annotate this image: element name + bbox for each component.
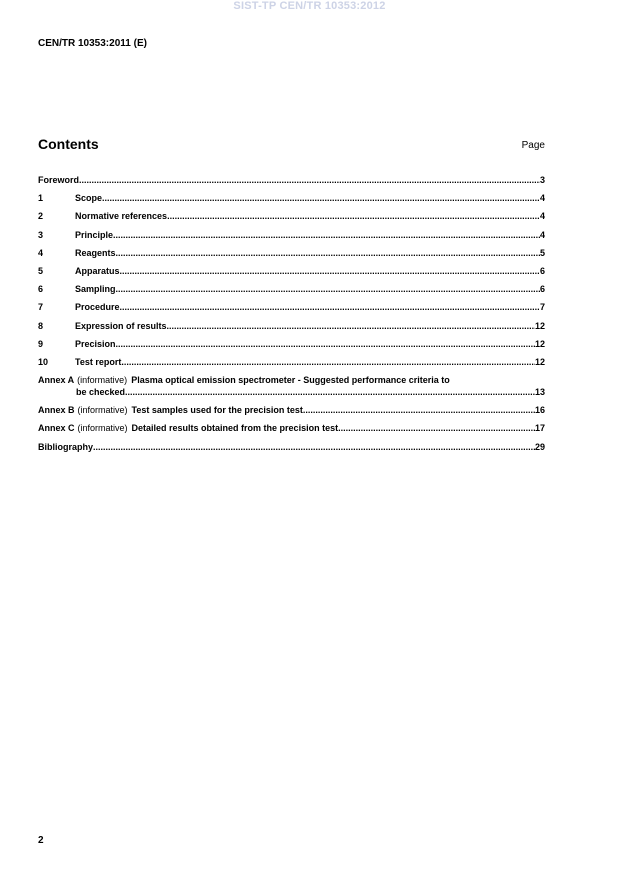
watermark: SIST-TP CEN/TR 10353:2012 xyxy=(233,0,386,12)
toc-number: 1 xyxy=(38,193,44,204)
dot-leader xyxy=(303,404,535,416)
toc-number: 3 xyxy=(38,229,44,240)
toc-number: 6 xyxy=(38,284,44,295)
toc-title: Reagents xyxy=(75,247,116,258)
toc-page: 12 xyxy=(534,338,545,349)
annex-label: Annex A xyxy=(38,375,75,386)
toc-number: 7 xyxy=(38,302,44,313)
toc-page: 7 xyxy=(539,302,545,313)
annex-type: (informative) xyxy=(77,423,128,434)
toc-title: Detailed results obtained from the precision test xyxy=(131,423,339,434)
toc-entry-clause-8[interactable] xyxy=(38,320,545,332)
toc-title: Sampling xyxy=(75,284,116,295)
toc-page: 6 xyxy=(539,284,545,295)
dot-leader xyxy=(113,229,540,241)
dot-leader xyxy=(167,210,540,222)
toc-number: 5 xyxy=(38,265,44,276)
contents-heading: Contents xyxy=(38,136,99,152)
toc-title-continuation: be checked xyxy=(76,387,126,398)
dot-leader xyxy=(102,192,540,204)
toc-title: Apparatus xyxy=(75,265,120,276)
toc-entry-clause-2[interactable] xyxy=(38,210,545,222)
toc-title: Foreword xyxy=(38,175,80,185)
toc-title: Test report xyxy=(75,356,122,367)
toc-title: Scope xyxy=(75,193,103,204)
dot-leader xyxy=(79,174,540,186)
dot-leader xyxy=(120,301,540,313)
toc-title: Bibliography xyxy=(38,441,94,452)
toc-entry-annex-a[interactable] xyxy=(38,374,545,398)
toc-page: 6 xyxy=(539,265,545,276)
document-identifier: CEN/TR 10353:2011 (E) xyxy=(38,38,147,49)
toc-page: 12 xyxy=(534,320,545,331)
toc-page: 4 xyxy=(539,229,545,240)
toc-entry-clause-10[interactable] xyxy=(38,356,545,368)
toc-entry-clause-4[interactable] xyxy=(38,247,545,259)
toc-entry-foreword[interactable] xyxy=(38,174,545,186)
toc-entry-clause-6[interactable] xyxy=(38,283,545,295)
toc-title: Expression of results xyxy=(75,320,167,331)
toc-page: 4 xyxy=(539,211,545,222)
dot-leader xyxy=(116,338,535,350)
toc-entry-bibliography[interactable] xyxy=(38,441,545,453)
dot-leader xyxy=(120,265,540,277)
toc-number: 8 xyxy=(38,320,44,331)
toc-entry-clause-1[interactable] xyxy=(38,192,545,204)
dot-leader xyxy=(167,320,535,332)
dot-leader xyxy=(116,283,540,295)
toc-page: 4 xyxy=(539,193,545,204)
toc-page: 5 xyxy=(539,247,545,258)
dot-leader xyxy=(116,247,540,259)
toc-entry-annex-c[interactable] xyxy=(38,422,545,434)
toc-page: 17 xyxy=(534,423,545,434)
toc-page: 29 xyxy=(534,441,545,452)
toc-title: Procedure xyxy=(75,302,120,313)
annex-label: Annex B xyxy=(38,405,75,416)
toc-number: 10 xyxy=(38,356,49,367)
toc-title: Principle xyxy=(75,229,114,240)
toc-title: Plasma optical emission spectrometer - Suggested performance criteria to xyxy=(131,375,450,386)
toc-page: 16 xyxy=(534,405,545,416)
dot-leader xyxy=(125,386,535,398)
page-number: 2 xyxy=(38,835,44,846)
dot-leader xyxy=(338,422,535,434)
annex-label: Annex C xyxy=(38,423,75,434)
toc-page: 13 xyxy=(534,387,545,398)
dot-leader xyxy=(121,356,535,368)
toc-entry-clause-3[interactable] xyxy=(38,229,545,241)
toc-title: Test samples used for the precision test xyxy=(131,405,303,416)
toc-number: 9 xyxy=(38,338,44,349)
toc-number: 4 xyxy=(38,247,44,258)
toc-page: 12 xyxy=(534,356,545,367)
annex-type: (informative) xyxy=(77,375,128,386)
toc-entry-annex-b[interactable] xyxy=(38,404,545,416)
toc-title: Normative references xyxy=(75,211,168,222)
toc-number: 2 xyxy=(38,211,44,222)
toc-entry-clause-9[interactable] xyxy=(38,338,545,350)
toc-title: Precision xyxy=(75,338,116,349)
toc-entry-clause-7[interactable] xyxy=(38,301,545,313)
page-column-label: Page xyxy=(521,140,545,151)
table-of-contents xyxy=(38,174,545,459)
dot-leader xyxy=(93,441,535,453)
toc-entry-clause-5[interactable] xyxy=(38,265,545,277)
annex-type: (informative) xyxy=(77,405,128,416)
toc-page: 3 xyxy=(539,175,545,185)
